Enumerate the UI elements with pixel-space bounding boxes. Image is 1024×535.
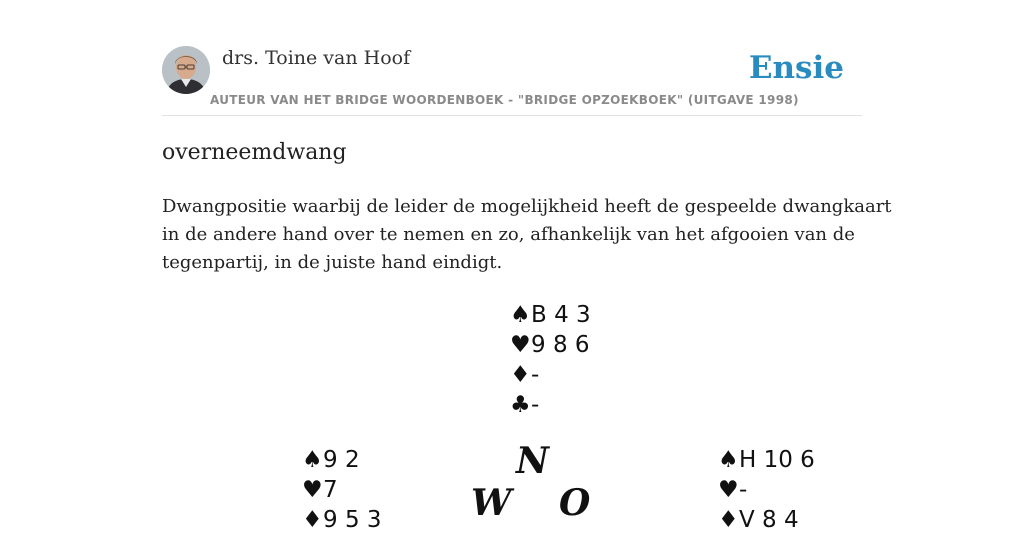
north-hearts-cards: 9 8 6 [531, 332, 590, 358]
header-divider [162, 115, 862, 116]
north-clubs-row [510, 390, 591, 420]
west-hearts-cards: 7 [323, 477, 338, 503]
author-header [162, 46, 862, 116]
east-hearts-cards: - [739, 477, 748, 503]
west-hearts-row [302, 475, 382, 505]
spade-icon: ♠ [302, 447, 323, 473]
north-diamonds-row [510, 360, 591, 390]
entry-title: overneemdwang [162, 140, 347, 165]
north-hearts-row [510, 330, 591, 360]
east-hand [718, 445, 815, 535]
west-hand [302, 445, 382, 535]
heart-icon: ♥ [718, 477, 739, 503]
compass-east: O [559, 482, 591, 524]
north-spades-row [510, 300, 591, 330]
diamond-icon: ♦ [302, 507, 323, 533]
entry-definition [162, 193, 892, 277]
north-spades-cards: B 4 3 [531, 302, 591, 328]
west-spades-row [302, 445, 382, 475]
club-icon: ♣ [510, 392, 531, 418]
author-name[interactable]: drs. Toine van Hoof [222, 47, 411, 69]
definition-line: tegenpartij, in de juiste hand eindigt. [162, 252, 503, 273]
site-logo[interactable]: Ensie [748, 50, 844, 86]
diamond-icon: ♦ [718, 507, 739, 533]
east-spades-cards: H 10 6 [739, 447, 815, 473]
west-diamonds-row [302, 505, 382, 535]
north-diamonds-cards: - [531, 362, 540, 388]
spade-icon: ♠ [510, 302, 531, 328]
definition-line: in de andere hand over te nemen en zo, afhankelijk van het afgooien van de [162, 224, 855, 245]
spade-icon: ♠ [718, 447, 739, 473]
author-avatar[interactable] [162, 46, 210, 94]
diamond-icon: ♦ [510, 362, 531, 388]
west-spades-cards: 9 2 [323, 447, 360, 473]
compass-west: W [471, 482, 512, 524]
east-hearts-row [718, 475, 815, 505]
author-description: AUTEUR VAN HET BRIDGE WOORDENBOEK - "BRIDGE OPZOEKBOEK" (UITGAVE 1998) [210, 93, 799, 107]
east-diamonds-row [718, 505, 815, 535]
north-clubs-cards: - [531, 392, 540, 418]
west-diamonds-cards: 9 5 3 [323, 507, 382, 533]
heart-icon: ♥ [510, 332, 531, 358]
east-spades-row [718, 445, 815, 475]
author-photo [162, 46, 210, 94]
east-diamonds-cards: V 8 4 [739, 507, 799, 533]
heart-icon: ♥ [302, 477, 323, 503]
compass-north: N [516, 440, 549, 482]
north-hand [510, 300, 591, 420]
definition-line: Dwangpositie waarbij de leider de mogelijkheid heeft de gespeelde dwangkaart [162, 196, 892, 217]
